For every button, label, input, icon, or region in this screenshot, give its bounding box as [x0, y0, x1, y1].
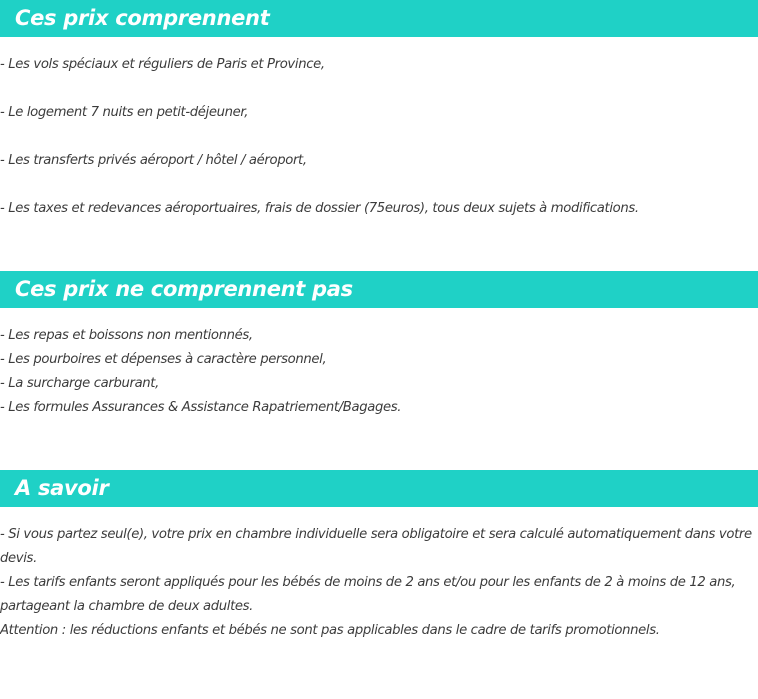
list-item: - Les tarifs enfants seront appliqués pour les bébés de moins de 2 ans et/ou pour les enfants de 2 à moins de 12 ans,	[0, 575, 736, 590]
section-header-to-know	[0, 470, 758, 507]
section-header-included	[0, 0, 758, 37]
list-item: - Les taxes et redevances aéroportuaires, frais de dossier (75euros), tous deux sujets à modifications.	[0, 201, 639, 216]
section-title-not-included: Ces prix ne comprennent pas	[15, 277, 353, 301]
list-item: - La surcharge carburant,	[0, 376, 159, 391]
included-list	[0, 53, 758, 221]
list-item: - Les formules Assurances & Assistance Rapatriement/Bagages.	[0, 400, 402, 415]
section-title-included: Ces prix comprennent	[15, 6, 270, 30]
list-item: - Le logement 7 nuits en petit-déjeuner,	[0, 105, 249, 120]
list-item: Attention : les réductions enfants et bébés ne sont pas applicables dans le cadre de tarifs promotionnels.	[0, 623, 660, 638]
list-item: - Les vols spéciaux et réguliers de Paris et Province,	[0, 57, 325, 72]
list-item: partageant la chambre de deux adultes.	[0, 599, 254, 614]
list-item: - Si vous partez seul(e), votre prix en chambre individuelle sera obligatoire et sera calculé automatiquement dans votre	[0, 527, 752, 542]
to-know-list	[0, 523, 758, 643]
list-item: - Les transferts privés aéroport / hôtel / aéroport,	[0, 153, 307, 168]
list-item: - Les repas et boissons non mentionnés,	[0, 328, 253, 343]
not-included-list	[0, 324, 758, 420]
section-title-to-know: A savoir	[15, 476, 109, 500]
list-item: devis.	[0, 551, 37, 566]
list-item: - Les pourboires et dépenses à caractère personnel,	[0, 352, 327, 367]
section-header-not-included	[0, 271, 758, 308]
